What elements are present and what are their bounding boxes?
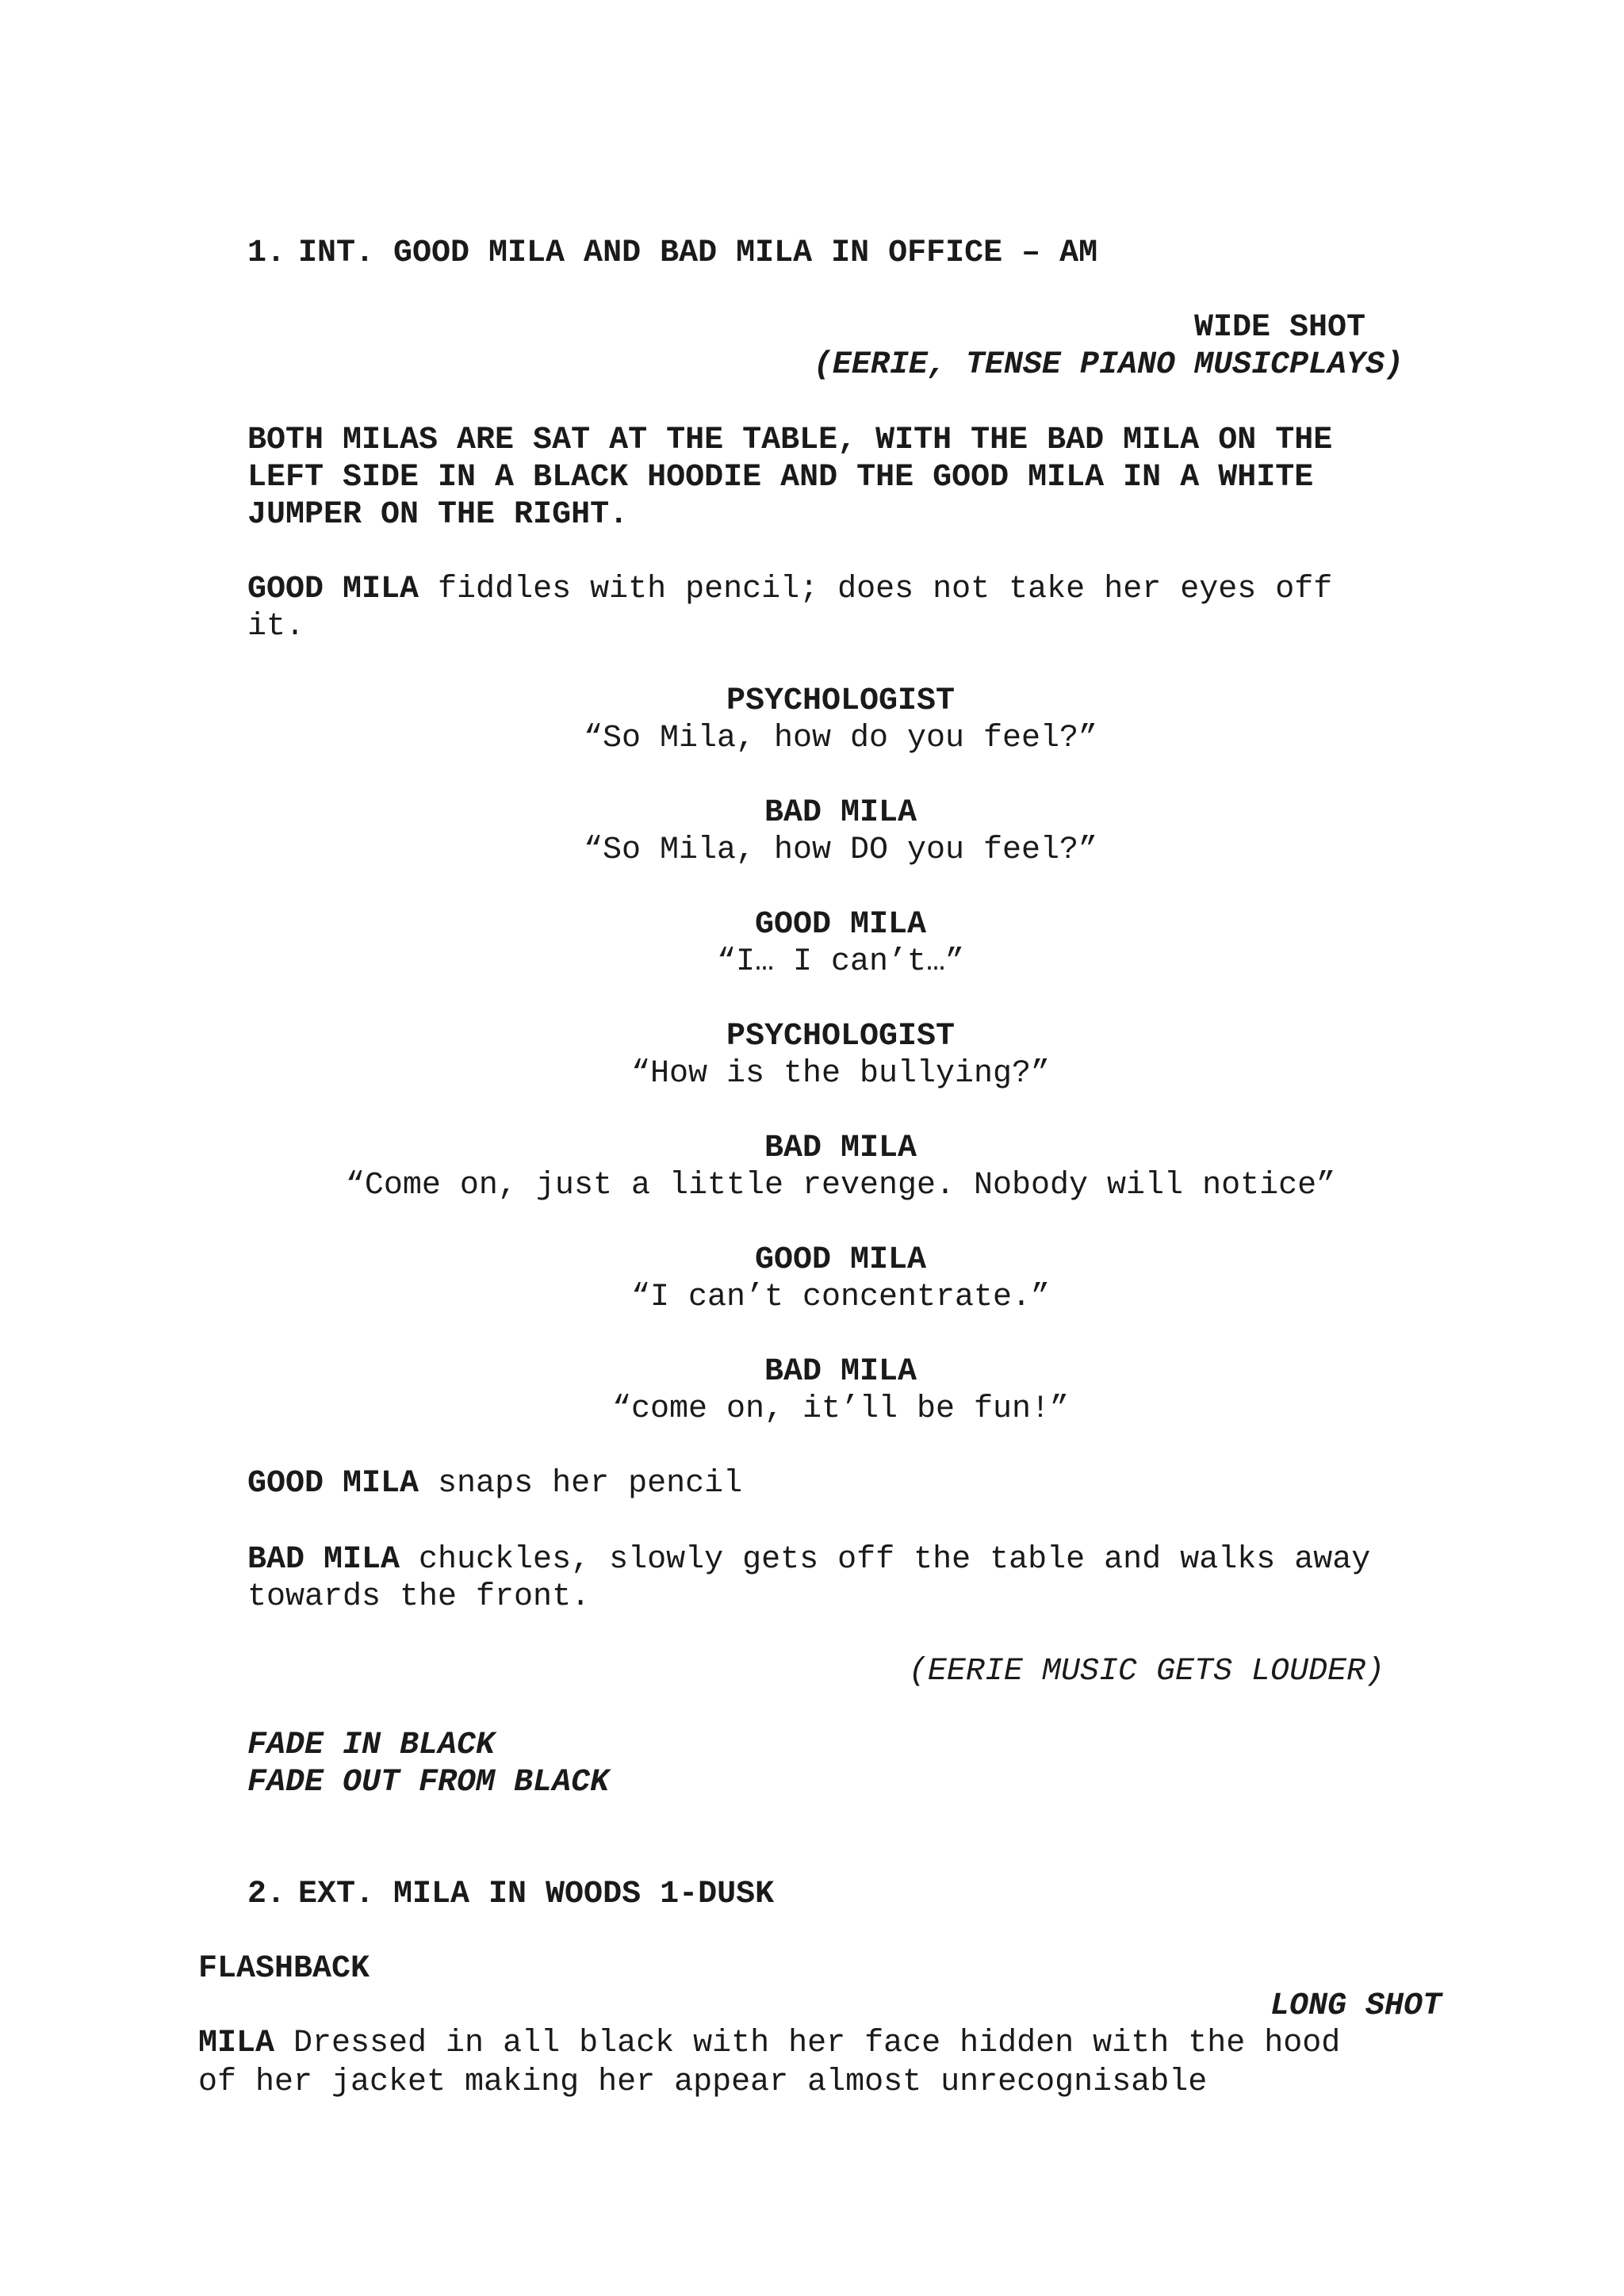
action-line: BOTH MILAS ARE SAT AT THE TABLE, WITH THE BAD MILA ON THE (247, 423, 1333, 458)
action-line (198, 2025, 1340, 2062)
action-line (247, 571, 1332, 608)
shot-direction: WIDE SHOT (1193, 310, 1365, 346)
dialogue-line: “So Mila, how DO you feel?” (583, 832, 1098, 868)
dialogue-character: BAD MILA (764, 1131, 917, 1166)
action-line: towards the front. (247, 1579, 591, 1615)
scene-heading-1 (247, 235, 1097, 272)
shot-direction: LONG SHOT (1270, 1988, 1442, 2024)
transition: FADE IN BLACK (247, 1728, 496, 1763)
scene-number: 1. (247, 235, 286, 271)
scene-number: 2. (247, 1877, 286, 1912)
dialogue-line: “I can’t concentrate.” (630, 1280, 1051, 1315)
dialogue-character: GOOD MILA (754, 907, 927, 943)
character-name: BAD MILA (247, 1542, 400, 1578)
dialogue-line: “I… I can’t…” (716, 944, 965, 980)
music-cue: (EERIE, TENSE PIANO MUSICPLAYS) (813, 347, 1404, 383)
transition: FADE OUT FROM BLACK (247, 1765, 610, 1800)
scene-heading-text: INT. GOOD MILA AND BAD MILA IN OFFICE – AM (298, 235, 1098, 271)
dialogue-line: “come on, it’ll be fun!” (611, 1391, 1070, 1427)
action-line: LEFT SIDE IN A BLACK HOODIE AND THE GOOD MILA IN A WHITE (247, 460, 1314, 496)
dialogue-character: PSYCHOLOGIST (726, 683, 956, 719)
scene-heading-2 (247, 1876, 774, 1913)
action-line: it. (247, 609, 305, 645)
dialogue-character: GOOD MILA (754, 1242, 927, 1278)
action-text: Dressed in all black with her face hidden with the hood (274, 2026, 1341, 2061)
action-text: fiddles with pencil; does not take her eyes off (419, 572, 1333, 607)
action-line (247, 1465, 742, 1502)
character-name: MILA (198, 2026, 275, 2061)
flashback-label: FLASHBACK (198, 1951, 370, 1987)
dialogue-character: PSYCHOLOGIST (726, 1019, 956, 1054)
action-line: of her jacket making her appear almost unrecognisable (198, 2064, 1208, 2100)
dialogue-line: “So Mila, how do you feel?” (583, 721, 1098, 756)
dialogue-line: “Come on, just a little revenge. Nobody will notice” (345, 1168, 1336, 1203)
scene-heading-text: EXT. MILA IN WOODS 1-DUSK (298, 1877, 775, 1912)
action-text: chuckles, slowly gets off the table and walks away (400, 1542, 1371, 1578)
dialogue-line: “How is the bullying?” (630, 1056, 1051, 1092)
action-line (247, 1541, 1370, 1578)
character-name: GOOD MILA (247, 572, 419, 607)
action-text: snaps her pencil (419, 1466, 743, 1502)
action-line: JUMPER ON THE RIGHT. (247, 497, 629, 533)
dialogue-character: BAD MILA (764, 1354, 917, 1390)
dialogue-character: BAD MILA (764, 795, 917, 831)
music-cue: (EERIE MUSIC GETS LOUDER) (908, 1654, 1385, 1689)
character-name: GOOD MILA (247, 1466, 419, 1502)
